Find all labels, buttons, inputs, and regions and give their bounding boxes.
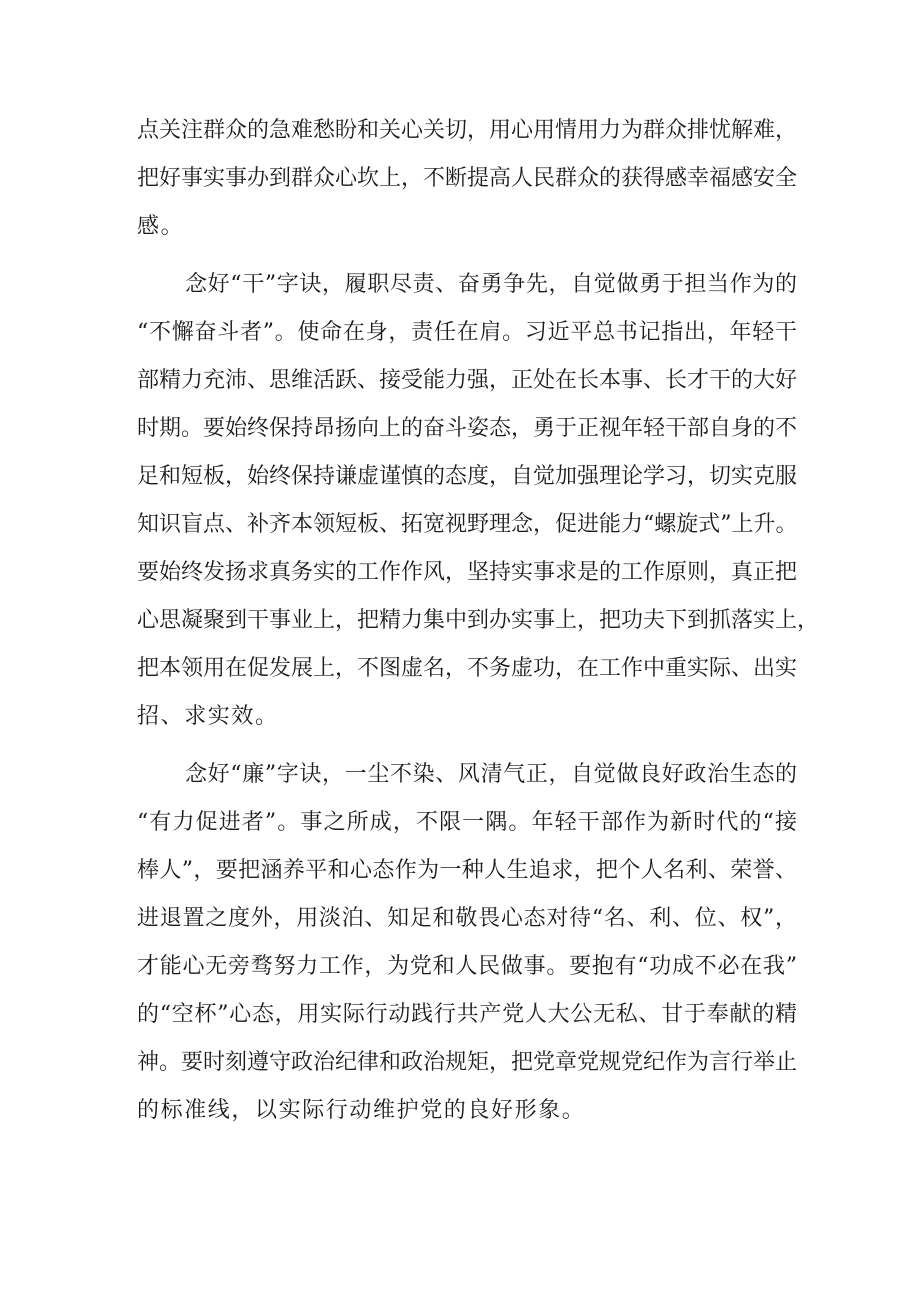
text-line: “有力促进者”。事之所成，不限一隅。年轻干部作为新时代的“接 [137,810,797,835]
paragraph-1 [137,107,797,251]
text-line: 的“空杯”心态，用实际行动践行共产党人大公无私、甘于奉献的精 [137,1002,797,1027]
text-line: 把本领用在促发展上，不图虚名，不务虚功，在工作中重实际、出实 [137,656,798,681]
paragraph-3 [137,751,797,1135]
text-line: 部精力充沛、思维活跃、接受能力强，正处在长本事、长才干的大好 [137,368,798,393]
text-line: “不懈奋斗者”。使命在身，责任在肩。习近平总书记指出，年轻干 [137,320,797,345]
text-line: 进退置之度外，用淡泊、知足和敬畏心态对待“名、利、位、权”， [137,906,797,931]
text-line: 心思凝聚到干事业上，把精力集中到办实事上，把功夫下到抓落实上， [137,608,820,633]
text-line: 知识盲点、补齐本领短板、拓宽视野理念，促进能力“螺旋式”上升。 [137,512,798,537]
text-line: 时期。要始终保持昂扬向上的奋斗姿态，勇于正视年轻干部自身的不 [137,416,798,441]
text-line: 棒人”，要把涵养平和心态作为一种人生追求，把个人名利、荣誉、 [137,858,797,883]
text-line: 念好“干”字诀，履职尽责、奋勇争先，自觉做勇于担当作为的 [185,272,797,297]
text-line: 神。要时刻遵守政治纪律和政治规矩，把党章党规党纪作为言行举止 [137,1050,798,1075]
text-line: 感。 [137,214,185,239]
text-line: 点关注群众的急难愁盼和关心关切，用心用情用力为群众排忧解难， [137,118,798,143]
text-line: 要始终发扬求真务实的工作作风，坚持实事求是的工作原则，真正把 [137,560,798,585]
text-line: 才能心无旁骛努力工作，为党和人民做事。要抱有“功成不必在我” [137,954,797,979]
body-text [137,107,820,1135]
text-line: 念好“廉”字诀，一尘不染、风清气正，自觉做良好政治生态的 [185,762,797,787]
text-line: 招、求实效。 [137,704,279,729]
text-line: 足和短板，始终保持谦虚谨慎的态度，自觉加强理论学习，切实克服 [137,464,798,489]
text-line: 的标准线，以实际行动维护党的良好形象。 [137,1098,586,1123]
text-line: 把好事实事办到群众心坎上，不断提高人民群众的获得感幸福感安全 [137,166,798,191]
paragraph-2 [137,261,820,741]
